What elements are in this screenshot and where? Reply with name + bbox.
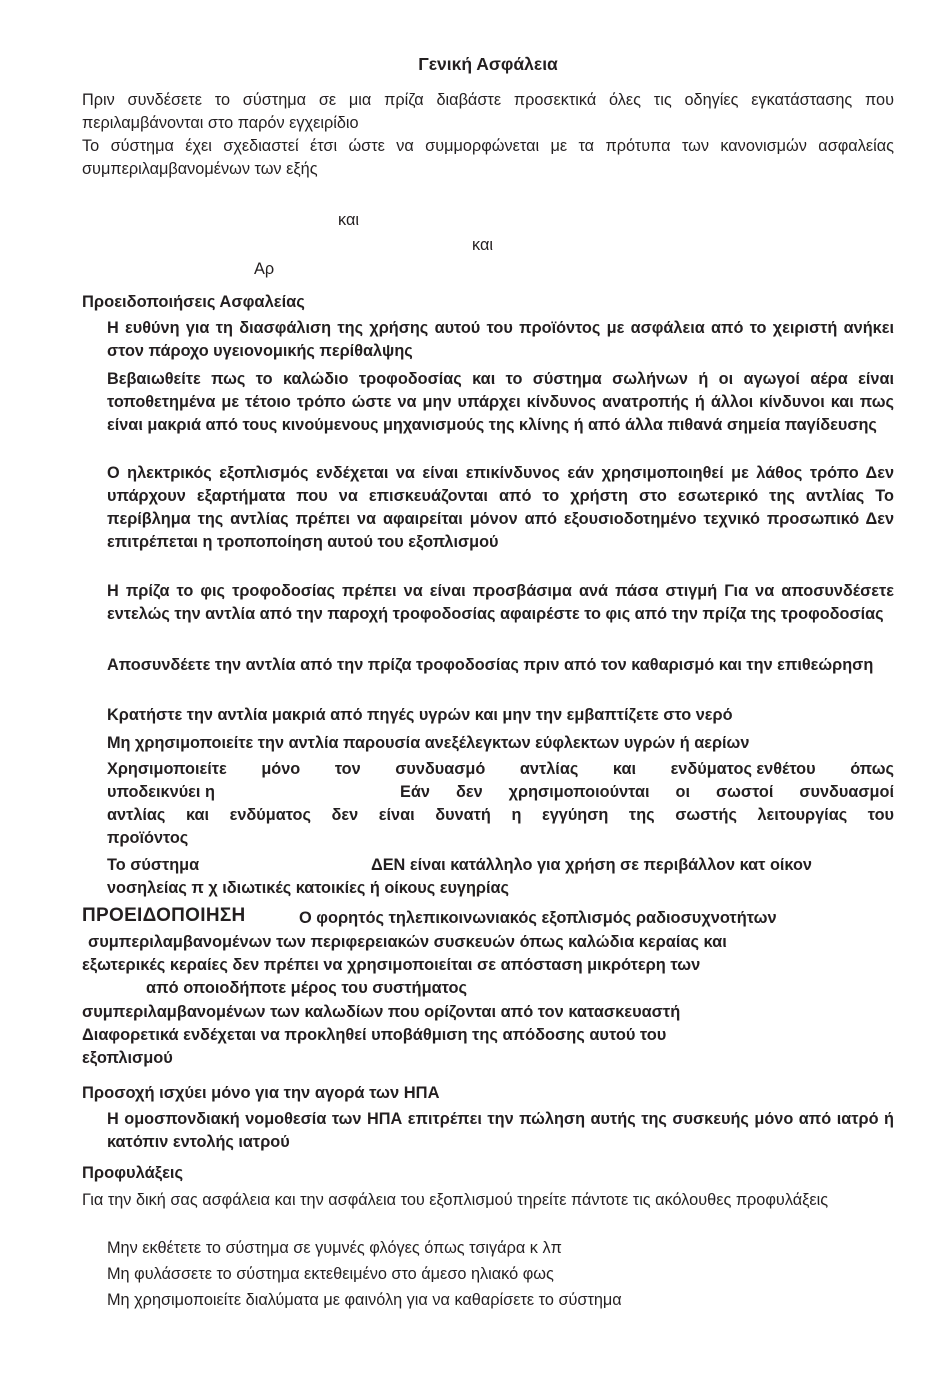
intro-paragraph-1: Πριν συνδέσετε το σύστημα σε μια πρίζα διαβάστε προσεκτικά όλες τις οδηγίες εγκατάστασης που περιλαμβάνονται στο παρόν εγχειρίδιο	[82, 91, 894, 132]
warning-item-8-line-2a: υποδεικνύει η	[107, 783, 215, 801]
item8-word: Χρησιμοποιείτε	[107, 760, 227, 778]
precautions-heading: Προφυλάξεις	[82, 1164, 184, 1182]
warning-item-9-line-1b: ΔΕΝ είναι κατάλληλο για χρήση σε περιβάλλον κατ οίκον	[371, 856, 812, 874]
precaution-item-3: Μη χρησιμοποιείτε διαλύματα με φαινόλη για να καθαρίσετε το σύστημα	[107, 1291, 622, 1309]
warning-item-9-line-1a: Το σύστημα	[107, 856, 200, 874]
usa-caution-heading: Προσοχή ισχύει μόνο για την αγορά των ΗΠΑ	[82, 1084, 440, 1102]
rf-warning-line-7: εξοπλισμού	[82, 1049, 173, 1067]
rf-warning-line-4: από οποιοδήποτε μέρος του συστήματος	[146, 979, 468, 997]
precautions-intro: Για την δική σας ασφάλεια και την ασφάλεια του εξοπλισμού τηρείτε πάντοτε τις ακόλουθες προφυλάξεις	[82, 1191, 829, 1209]
warning-item-4: Η πρίζα το φις τροφοδοσίας πρέπει να είναι προσβάσιμα ανά πάσα στιγμή Για να αποσυνδέσετε εντελώς την αντλία από την παροχή τροφοδοσίας αφαιρέστε το φις από την πρίζα της τροφοδοσίας	[107, 582, 894, 623]
warning-item-7: Μη χρησιμοποιείτε την αντλία παρουσία ανεξέλεγκτων εύφλεκτων υγρών ή αερίων	[107, 734, 750, 752]
warning-item-8-line-2b	[400, 783, 894, 802]
item8-word: συνδυασμό	[395, 760, 486, 778]
rf-warning-line-5: συμπεριλαμβανομένων των καλωδίων που ορίζονται από τον κατασκευαστή	[82, 1003, 681, 1021]
warning-item-9-line-2: νοσηλείας π χ ιδιωτικές κατοικίες ή οίκους ευγηρίας	[107, 879, 510, 897]
item8-word: αντλίας	[519, 760, 579, 778]
page-title: Γενική Ασφάλεια	[418, 54, 558, 74]
precaution-item-2: Μη φυλάσσετε το σύστημα εκτεθειμένο στο άμεσο ηλιακό φως	[107, 1265, 554, 1283]
warning-item-6: Κρατήστε την αντλία μακριά από πηγές υγρών και μην την εμβαπτίζετε στο νερό	[107, 706, 733, 724]
warning-item-8-line-1	[107, 760, 894, 779]
warning-item-5: Αποσυνδέετε την αντλία από την πρίζα τροφοδοσίας πριν από τον καθαρισμό και την επιθεώρηση	[107, 656, 874, 674]
standards-and-1: και	[338, 211, 359, 229]
item8-l2b-text: Εάν δεν χρησιμοποιούνται οι σωστοί συνδυασμοί	[400, 783, 894, 801]
rf-warning-line-3: εξωτερικές κεραίες δεν πρέπει να χρησιμοποιείται σε απόσταση μικρότερη των	[82, 956, 701, 974]
precaution-item-1: Μην εκθέτετε το σύστημα σε γυμνές φλόγες όπως τσιγάρα κ λπ	[107, 1239, 562, 1257]
rf-warning-line-1: Ο φορητός τηλεπικοινωνιακός εξοπλισμός ραδιοσυχνοτήτων	[299, 909, 777, 927]
item8-word: τον	[334, 760, 361, 778]
rf-warning-label: ΠΡΟΕΙΔΟΠΟΙΗΣΗ	[82, 905, 246, 926]
warning-item-8-line-4: προϊόντος	[107, 829, 189, 847]
item8-word: ενδύματος ενθέτου	[670, 760, 816, 778]
item8-word: όπως	[850, 760, 894, 778]
warning-item-1: Η ευθύνη για τη διασφάλιση της χρήσης αυτού του προϊόντος με ασφάλεια από το χειριστή ανήκει στον πάροχο υγειονομικής περίθαλψης	[107, 319, 894, 360]
warning-item-8-line-3: αντλίας και ενδύματος δεν είναι δυνατή η εγγύηση της σωστής λειτουργίας του	[107, 806, 894, 824]
warning-item-2: Βεβαιωθείτε πως το καλώδιο τροφοδοσίας και το σύστημα σωλήνων ή οι αγωγοί αέρα είναι τοποθετημένα με τέτοιο τρόπο ώστε να μην υπάρχει κίνδυνος ανατροπής ή άλλοι κίνδυνοι και πως είναι μακριά από τους κινούμενους μηχανισμούς της κλίνης ή από άλλα πιθανά σημεία παγίδευσης	[107, 370, 894, 434]
safety-warnings-heading: Προειδοποιήσεις Ασφαλείας	[82, 293, 305, 311]
usa-caution-text: Η ομοσπονδιακή νομοθεσία των ΗΠΑ επιτρέπει την πώληση αυτής της συσκευής μόνο από ιατρό ή κατόπιν εντολής ιατρού	[107, 1110, 894, 1151]
standards-and-2: και	[472, 236, 493, 254]
standards-ar: Αρ	[254, 260, 275, 278]
rf-warning-line-6: Διαφορετικά ενδέχεται να προκληθεί υποβάθμιση της απόδοσης αυτού του	[82, 1026, 667, 1044]
item8-word: και	[612, 760, 636, 778]
warning-item-3: Ο ηλεκτρικός εξοπλισμός ενδέχεται να είναι επικίνδυνος εάν χρησιμοποιηθεί με λάθος τρόπο Δεν υπάρχουν εξαρτήματα που να επισκευάζονται από το χρήστη στο εσωτερικό της αντλίας Το περίβλημα της αντλίας πρέπει να αφαιρείται μόνον από εξουσιοδοτημένο τεχνικό προσωπικό Δεν επιτρέπεται η τροποποίηση αυτού του εξοπλισμού	[107, 464, 894, 551]
item8-word: μόνο	[261, 760, 301, 778]
rf-warning-line-2: συμπεριλαμβανομένων των περιφερειακών συσκευών όπως καλώδια κεραίας και	[88, 933, 727, 951]
intro-paragraph-2: Το σύστημα έχει σχεδιαστεί έτσι ώστε να συμμορφώνεται με τα πρότυπα των κανονισμών ασφαλείας συμπεριλαμβανομένων των εξής	[82, 137, 894, 178]
